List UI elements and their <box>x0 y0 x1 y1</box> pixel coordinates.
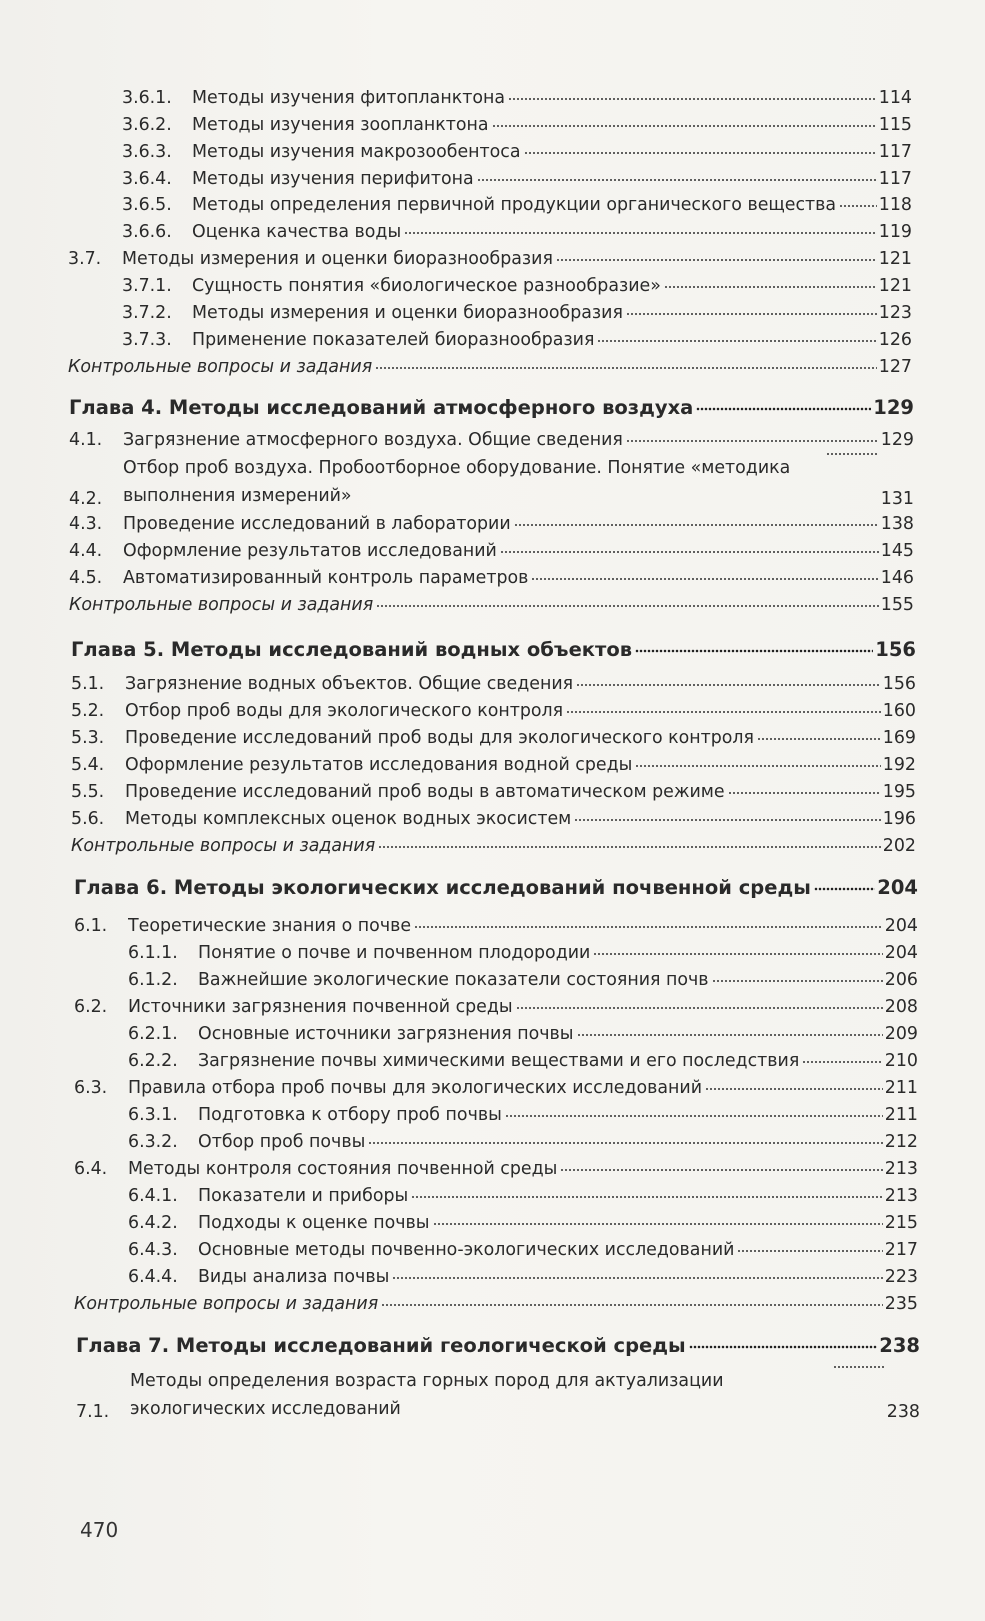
dot-leader <box>626 312 877 316</box>
toc-entry-page: 115 <box>878 115 912 135</box>
toc-entry-number: 7.1. <box>76 1402 110 1422</box>
toc-entry-title: Проведение исследований в лаборатории <box>123 514 511 534</box>
toc-entry-page: 211 <box>884 1105 918 1125</box>
toc-entry-page: 195 <box>882 782 916 802</box>
toc-entry-number: 6.4.4. <box>128 1267 178 1287</box>
toc-entry-title: Подходы к оценке почвы <box>198 1213 430 1233</box>
toc-entry-title: Сущность понятия «биологическое разнообразие» <box>192 276 661 296</box>
toc-entry-number: 4.3. <box>69 514 103 534</box>
toc-entry-number: 5.4. <box>71 755 105 775</box>
toc-entry-page: 223 <box>884 1267 918 1287</box>
toc-entry <box>122 194 912 216</box>
toc-entry <box>128 942 918 964</box>
toc-entry-title: Оформление результатов исследования водной среды <box>125 755 633 775</box>
toc-entry-title: Методы изучения фитопланктона <box>192 88 505 108</box>
toc-entry <box>76 1367 920 1423</box>
dot-leader <box>597 339 876 343</box>
toc-entry <box>122 87 912 109</box>
toc-entry <box>128 1212 918 1234</box>
toc-entry-page: 118 <box>878 195 912 215</box>
page-number: 470 <box>80 1518 119 1542</box>
toc-entry <box>122 275 912 297</box>
toc-entry-number: 5.5. <box>71 782 105 802</box>
toc-entry-page: 117 <box>878 169 912 189</box>
toc-entry-page: 169 <box>882 728 916 748</box>
dot-leader <box>576 683 881 687</box>
toc-chapter-entry <box>76 1335 920 1357</box>
dot-leader <box>757 737 881 741</box>
toc-entry-number: 5.2. <box>71 701 105 721</box>
toc-entry <box>68 248 912 270</box>
toc-entry-title: Методы контроля состояния почвенной среды <box>128 1159 558 1179</box>
toc-entry <box>128 1023 918 1045</box>
toc-entry <box>71 700 916 722</box>
toc-entry-title: Методы комплексных оценок водных экосистем <box>125 809 572 829</box>
toc-entry-number: 6.4.2. <box>128 1213 178 1233</box>
toc-entry <box>69 567 914 589</box>
toc-entry-page: 123 <box>878 303 912 323</box>
toc-entry <box>128 1050 918 1072</box>
toc-entry-title: Загрязнение атмосферного воздуха. Общие сведения <box>123 430 623 450</box>
dot-leader <box>524 151 877 155</box>
dot-leader <box>833 1365 885 1369</box>
dot-leader <box>404 231 877 235</box>
toc-entry-title: Отбор проб воды для экологического контроля <box>125 701 564 721</box>
dot-leader <box>664 285 877 289</box>
toc-entry <box>74 1077 918 1099</box>
toc-entry-number: 4.5. <box>69 568 103 588</box>
toc-entry-title: Отбор проб воздуха. Пробоотборное оборудование. Понятие «методика выполнения измерений» <box>123 458 791 506</box>
toc-entry-number: 6.4.3. <box>128 1240 178 1260</box>
toc-entry-page: 156 <box>882 674 916 694</box>
toc-entry-page: 211 <box>884 1078 918 1098</box>
toc-entry-number: 4.1. <box>69 430 103 450</box>
dot-leader <box>814 887 875 892</box>
toc-questions-entry <box>68 356 912 378</box>
toc-entry-title: Загрязнение почвы химическими веществами и его последствия <box>198 1051 800 1071</box>
toc-entry-page: 121 <box>878 249 912 269</box>
toc-entry-page: 213 <box>884 1159 918 1179</box>
dot-leader <box>560 1168 882 1172</box>
toc-entry-number: 6.1.1. <box>128 943 178 963</box>
toc-entry <box>128 1131 918 1153</box>
toc-entry-number: 6.4.1. <box>128 1186 178 1206</box>
toc-entry <box>122 168 912 190</box>
toc-entry-page: 215 <box>884 1213 918 1233</box>
toc-entry-title: Методы определения возраста горных пород для актуализации экологических исследований <box>130 1371 724 1419</box>
toc-questions-entry <box>69 594 914 616</box>
dot-leader <box>826 452 879 456</box>
toc-entry-title: Важнейшие экологические показатели состояния почв <box>198 970 709 990</box>
toc-entry-number: 6.2.1. <box>128 1024 178 1044</box>
toc-entry-number: 6.1. <box>74 916 108 936</box>
toc-entry-number: 3.7.2. <box>122 303 172 323</box>
dot-leader <box>705 1087 883 1091</box>
toc-entry-number: 6.3.2. <box>128 1132 178 1152</box>
toc-entry-title: Показатели и приборы <box>198 1186 409 1206</box>
toc-entry-page: 138 <box>880 514 914 534</box>
dot-leader <box>514 523 879 527</box>
toc-entry-title: Правила отбора проб почвы для экологических исследований <box>128 1078 703 1098</box>
toc-entry-page: 212 <box>884 1132 918 1152</box>
toc-entry-page: 126 <box>878 330 912 350</box>
toc-entry-page: 208 <box>884 997 918 1017</box>
toc-entry-page: 235 <box>884 1294 918 1314</box>
toc-entry-number: 6.1.2. <box>128 970 178 990</box>
toc-entry-title: Глава 4. Методы исследований атмосферного воздуха <box>69 397 694 419</box>
toc-entry <box>128 969 918 991</box>
toc-entry <box>71 727 916 749</box>
toc-entry-title: Отбор проб почвы <box>198 1132 366 1152</box>
toc-entry <box>128 1266 918 1288</box>
dot-leader <box>566 710 881 714</box>
toc-entry <box>122 329 912 351</box>
toc-entry <box>74 1158 918 1180</box>
toc-entry-page: 160 <box>882 701 916 721</box>
toc-entry-title: Контрольные вопросы и задания <box>69 595 374 615</box>
toc-questions-entry <box>71 835 916 857</box>
toc-entry-number: 6.4. <box>74 1159 108 1179</box>
toc-entry-number: 3.7. <box>68 249 102 269</box>
dot-leader <box>477 178 877 182</box>
toc-entry-number: 6.3.1. <box>128 1105 178 1125</box>
toc-entry <box>122 221 912 243</box>
toc-entry-title: Оформление результатов исследований <box>123 541 497 561</box>
toc-entry-title: Глава 6. Методы экологических исследований почвенной среды <box>74 877 811 899</box>
toc-entry-number: 6.2. <box>74 997 108 1017</box>
toc-entry-title: Методы изучения перифитона <box>192 169 474 189</box>
toc-entry <box>71 808 916 830</box>
toc-entry <box>71 754 916 776</box>
dot-leader <box>577 1033 883 1037</box>
dot-leader <box>574 818 880 822</box>
dot-leader <box>737 1249 882 1253</box>
toc-entry-page: 127 <box>878 357 912 377</box>
toc-entry-page: 196 <box>882 809 916 829</box>
dot-leader <box>626 439 879 443</box>
toc-entry-title: Виды анализа почвы <box>198 1267 390 1287</box>
toc-entry-number: 5.6. <box>71 809 105 829</box>
toc-entry-page: 202 <box>882 836 916 856</box>
toc-entry-page: 145 <box>880 541 914 561</box>
dot-leader <box>635 764 880 768</box>
toc-entry-number: 4.2. <box>69 489 103 509</box>
toc-entry-title: Контрольные вопросы и задания <box>71 836 376 856</box>
dot-leader <box>516 1006 883 1010</box>
toc-entry-number: 5.1. <box>71 674 105 694</box>
toc-entry-title: Контрольные вопросы и задания <box>74 1294 379 1314</box>
toc-entry <box>122 114 912 136</box>
toc-entry-title: Методы изучения макрозообентоса <box>192 142 521 162</box>
toc-entry <box>69 513 914 535</box>
toc-entry-title: Понятие о почве и почвенном плодородии <box>198 943 591 963</box>
toc-entry-number: 3.6.2. <box>122 115 172 135</box>
toc-entry <box>128 1239 918 1261</box>
toc-entry-page: 156 <box>875 638 916 661</box>
toc-entry-number: 3.6.1. <box>122 88 172 108</box>
toc-entry-number: 5.3. <box>71 728 105 748</box>
toc-entry-page: 217 <box>884 1240 918 1260</box>
dot-leader <box>696 407 871 412</box>
dot-leader <box>593 952 882 956</box>
toc-entry-number: 3.7.3. <box>122 330 172 350</box>
toc-entry-title: Методы измерения и оценки биоразнообразия <box>192 303 623 323</box>
toc-entry-page: 210 <box>884 1051 918 1071</box>
toc-entry-title: Оценка качества воды <box>192 222 402 242</box>
toc-entry <box>74 996 918 1018</box>
toc-entry-number: 3.6.5. <box>122 195 172 215</box>
toc-chapter-entry <box>74 877 918 899</box>
dot-leader <box>635 649 873 654</box>
toc-entry-page: 204 <box>884 916 918 936</box>
toc-entry-number: 3.6.6. <box>122 222 172 242</box>
toc-entry-title: Применение показателей биоразнообразия <box>192 330 595 350</box>
dot-leader <box>414 925 883 929</box>
toc-entry <box>69 540 914 562</box>
toc-entry <box>74 915 918 937</box>
toc-entry-page: 192 <box>882 755 916 775</box>
toc-entry-page: 129 <box>880 430 914 450</box>
toc-entry-title: Методы измерения и оценки биоразнообразия <box>122 249 553 269</box>
dot-leader <box>411 1195 883 1199</box>
dot-leader <box>712 979 883 983</box>
toc-questions-entry <box>74 1293 918 1315</box>
toc-entry-page: 146 <box>880 568 914 588</box>
toc-entry-page: 204 <box>877 876 918 899</box>
toc-entry-title: Проведение исследований проб воды в автоматическом режиме <box>125 782 725 802</box>
toc-entry <box>69 429 914 451</box>
toc-entry-number: 6.2.2. <box>128 1051 178 1071</box>
toc-entry <box>71 673 916 695</box>
toc-entry-title: Теоретические знания о почве <box>128 916 412 936</box>
toc-entry-number: 3.6.3. <box>122 142 172 162</box>
toc-entry-number: 3.6.4. <box>122 169 172 189</box>
toc-entry <box>128 1104 918 1126</box>
toc-entry-page: 209 <box>884 1024 918 1044</box>
dot-leader <box>378 845 881 849</box>
toc-entry-title: Методы изучения зоопланктона <box>192 115 489 135</box>
toc-entry-title: Источники загрязнения почвенной среды <box>128 997 513 1017</box>
dot-leader <box>500 550 879 554</box>
toc-entry <box>122 141 912 163</box>
toc-entry-page: 206 <box>884 970 918 990</box>
dot-leader <box>728 791 881 795</box>
toc-entry-page: 119 <box>878 222 912 242</box>
toc-entry-number: 3.7.1. <box>122 276 172 296</box>
toc-entry <box>71 781 916 803</box>
dot-leader <box>689 1345 878 1350</box>
toc-entry-page: 117 <box>878 142 912 162</box>
dot-leader <box>505 1114 883 1118</box>
toc-entry <box>122 302 912 324</box>
toc-entry-title: Контрольные вопросы и задания <box>68 357 373 377</box>
toc-entry-title: Подготовка к отбору проб почвы <box>198 1105 502 1125</box>
toc-entry-page: 213 <box>884 1186 918 1206</box>
toc-entry-page: 121 <box>878 276 912 296</box>
dot-leader <box>839 204 877 208</box>
toc-entry <box>128 1185 918 1207</box>
toc-entry-page: 129 <box>873 396 914 419</box>
dot-leader <box>802 1060 883 1064</box>
toc-entry-page: 131 <box>880 489 914 509</box>
toc-entry-title: Глава 5. Методы исследований водных объектов <box>71 639 633 661</box>
toc-entry-page: 114 <box>878 88 912 108</box>
toc-entry-title: Глава 7. Методы исследований геологической среды <box>76 1335 686 1357</box>
toc-entry-title: Методы определения первичной продукции органического вещества <box>192 195 837 215</box>
dot-leader <box>392 1276 882 1280</box>
toc-entry-title: Автоматизированный контроль параметров <box>123 568 529 588</box>
toc-entry-number: 6.3. <box>74 1078 108 1098</box>
toc-entry-title: Основные источники загрязнения почвы <box>198 1024 574 1044</box>
dot-leader <box>531 577 878 581</box>
dot-leader <box>508 97 877 101</box>
toc-entry-title: Загрязнение водных объектов. Общие сведения <box>125 674 574 694</box>
toc-entry-page: 155 <box>880 595 914 615</box>
toc-entry <box>69 454 914 510</box>
toc-entry-title: Основные методы почвенно-экологических исследований <box>198 1240 735 1260</box>
dot-leader <box>381 1303 883 1307</box>
toc-entry-page: 238 <box>879 1334 920 1357</box>
toc-entry-page: 204 <box>884 943 918 963</box>
toc-entry-title: Проведение исследований проб воды для экологического контроля <box>125 728 755 748</box>
dot-leader <box>376 604 879 608</box>
toc-chapter-entry <box>71 639 916 661</box>
dot-leader <box>368 1141 882 1145</box>
dot-leader <box>492 124 877 128</box>
toc-chapter-entry <box>69 397 914 419</box>
dot-leader <box>433 1222 883 1226</box>
toc-entry-page: 238 <box>886 1402 920 1422</box>
dot-leader <box>556 258 877 262</box>
dot-leader <box>375 366 877 370</box>
toc-entry-number: 4.4. <box>69 541 103 561</box>
